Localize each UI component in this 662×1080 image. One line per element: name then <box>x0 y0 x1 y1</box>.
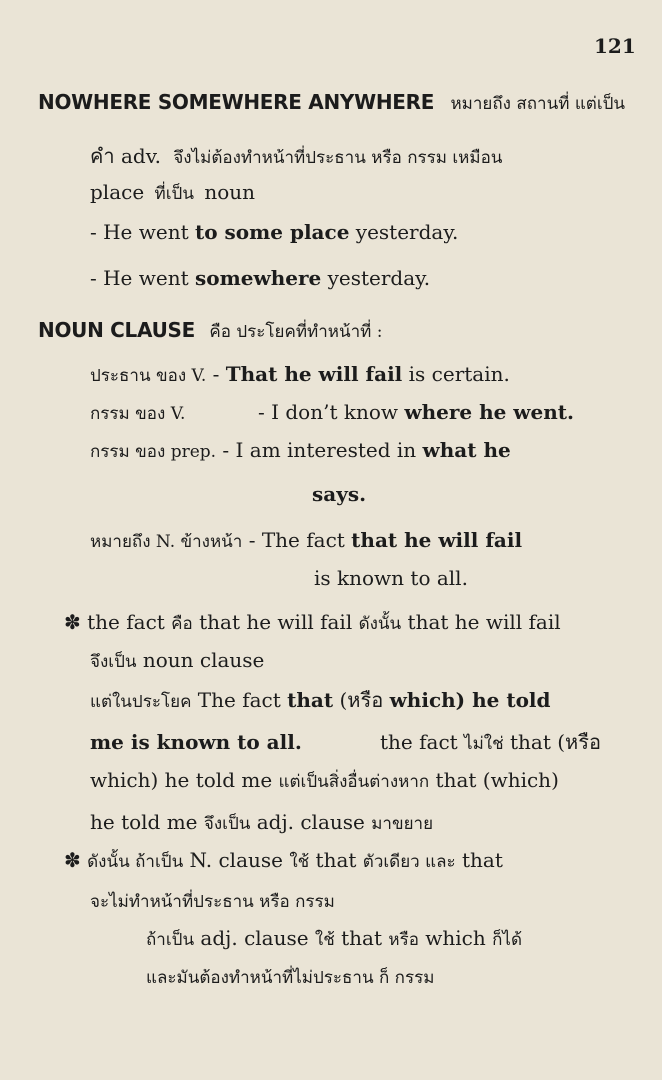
bold-text: That he will fail <box>225 362 403 386</box>
bold-text: to some place <box>194 220 350 244</box>
thai-text: ใช้ <box>289 852 310 872</box>
section2-heading: NOUN CLAUSE <box>38 318 195 342</box>
bold-text: somewhere <box>194 266 322 290</box>
section1-line3 <box>90 180 255 206</box>
text-fragment: the fact <box>380 730 465 754</box>
section2-heading-line <box>38 318 383 344</box>
note2-line3 <box>146 926 522 952</box>
section1-heading-thai: หมายถึง สถานที่ แต่เป็น <box>450 94 626 114</box>
noun-clause-row4 <box>90 528 522 554</box>
text-fragment: yesterday. <box>321 266 431 290</box>
text-fragment: that he will fail <box>401 610 561 634</box>
bold-text: which) <box>389 688 466 712</box>
text-fragment: which) he told me <box>90 768 279 792</box>
text-fragment: that <box>309 848 363 872</box>
noun-clause-row2-label <box>90 400 185 426</box>
page-number: 121 <box>594 34 636 58</box>
text-fragment: noun <box>204 180 256 204</box>
para-line4 <box>90 810 433 836</box>
note1-line2 <box>90 648 264 674</box>
bold-text: that he will fail <box>351 528 523 552</box>
text-fragment: that (which) <box>429 768 559 792</box>
text-fragment: The fact <box>191 688 288 712</box>
thai-text: มาขยาย <box>371 814 434 834</box>
thai-text: จึงไม่ต้องทำหน้าที่ประธาน หรือ กรรม เหมือน <box>173 148 503 168</box>
text-fragment: place <box>90 180 145 204</box>
bold-text: where he went. <box>404 400 574 424</box>
noun-clause-row3 <box>90 438 511 464</box>
section1-heading-line <box>38 90 625 116</box>
noun-clause-row1 <box>90 362 510 388</box>
thai-text: ถ้าเป็น <box>146 930 195 950</box>
text-fragment: - The fact <box>242 528 352 552</box>
para-line2 <box>90 730 302 754</box>
bold-text: that <box>287 688 334 712</box>
text-fragment: yesterday. <box>349 220 459 244</box>
text-fragment: noun clause <box>136 648 265 672</box>
bold-text: he told <box>465 688 551 712</box>
text-fragment: which <box>418 926 493 950</box>
text-fragment: N. clause <box>183 848 290 872</box>
thai-text: ถ้าเป็น <box>129 852 184 872</box>
thai-text: ดังนั้น <box>358 614 402 634</box>
thai-text: ที่เป็น <box>154 184 194 204</box>
bold-text: me <box>90 730 124 754</box>
thai-text: ตัวเดียว และ <box>362 852 456 872</box>
text-fragment: the fact <box>87 610 172 634</box>
thai-text: หรือ <box>388 930 419 950</box>
section2-heading-thai: คือ ประโยคที่ทำหน้าที่ : <box>209 322 383 342</box>
thai-text: แต่ในประโยค <box>90 692 192 712</box>
text-fragment: - I am interested in <box>216 438 423 462</box>
thai-text: จึงเป็น <box>90 652 137 672</box>
bold-text: what he <box>422 438 511 462</box>
para-line3 <box>90 768 559 794</box>
noun-clause-row4-cont: is known to all. <box>314 566 468 590</box>
thai-text: ใช้ <box>314 930 335 950</box>
text-fragment: that he will fail <box>192 610 359 634</box>
text-fragment: - <box>206 362 226 386</box>
note2-line4: และมันต้องทำหน้าที่ไม่ประธาน ก็ กรรม <box>146 968 435 988</box>
text-fragment: that <box>455 848 503 872</box>
text-fragment: he told me <box>90 810 204 834</box>
note1-line1 <box>64 610 561 636</box>
row-label: กรรม ของ prep. <box>90 442 217 462</box>
text-fragment: (หรือ <box>333 688 390 712</box>
text-fragment: adj. clause <box>194 926 315 950</box>
noun-clause-row2 <box>258 400 574 424</box>
thai-text: ไม่ใช่ <box>464 734 504 754</box>
asterisk-bullet-icon: ✽ <box>64 610 81 634</box>
thai-text: จึงเป็น <box>203 814 251 834</box>
text-fragment: - He went <box>90 266 195 290</box>
text-fragment: - He went <box>90 220 195 244</box>
thai-text: ก็ได้ <box>492 930 522 950</box>
text-fragment: adj. clause <box>250 810 372 834</box>
example2 <box>90 266 430 290</box>
text-fragment: is certain. <box>402 362 510 386</box>
text-fragment: คำ adv. <box>90 144 161 168</box>
example1 <box>90 220 458 244</box>
section1-line2 <box>90 144 502 170</box>
note2-line1 <box>64 848 503 874</box>
thai-text: ดังนั้น <box>87 852 130 872</box>
para-line2-right <box>380 730 601 756</box>
para-line1 <box>90 688 551 714</box>
row-label: ประธาน ของ V. <box>90 366 207 386</box>
noun-clause-row3-cont: says. <box>312 482 367 506</box>
row-label: หมายถึง N. ข้างหน้า <box>90 532 243 552</box>
note2-line2: จะไม่ทำหน้าที่ประธาน หรือ กรรม <box>90 892 335 912</box>
section1-heading: NOWHERE SOMEWHERE ANYWHERE <box>38 90 435 114</box>
row-label: กรรม ของ V. <box>90 404 186 424</box>
bold-text: is known to all. <box>123 730 302 754</box>
thai-text: แต่เป็นสิ่งอื่นต่างหาก <box>278 772 430 792</box>
text-fragment: that (หรือ <box>503 730 601 754</box>
asterisk-bullet-icon: ✽ <box>64 848 81 872</box>
text-fragment: - I don’t know <box>258 400 405 424</box>
text-fragment: that <box>334 926 389 950</box>
thai-text: คือ <box>171 614 193 634</box>
